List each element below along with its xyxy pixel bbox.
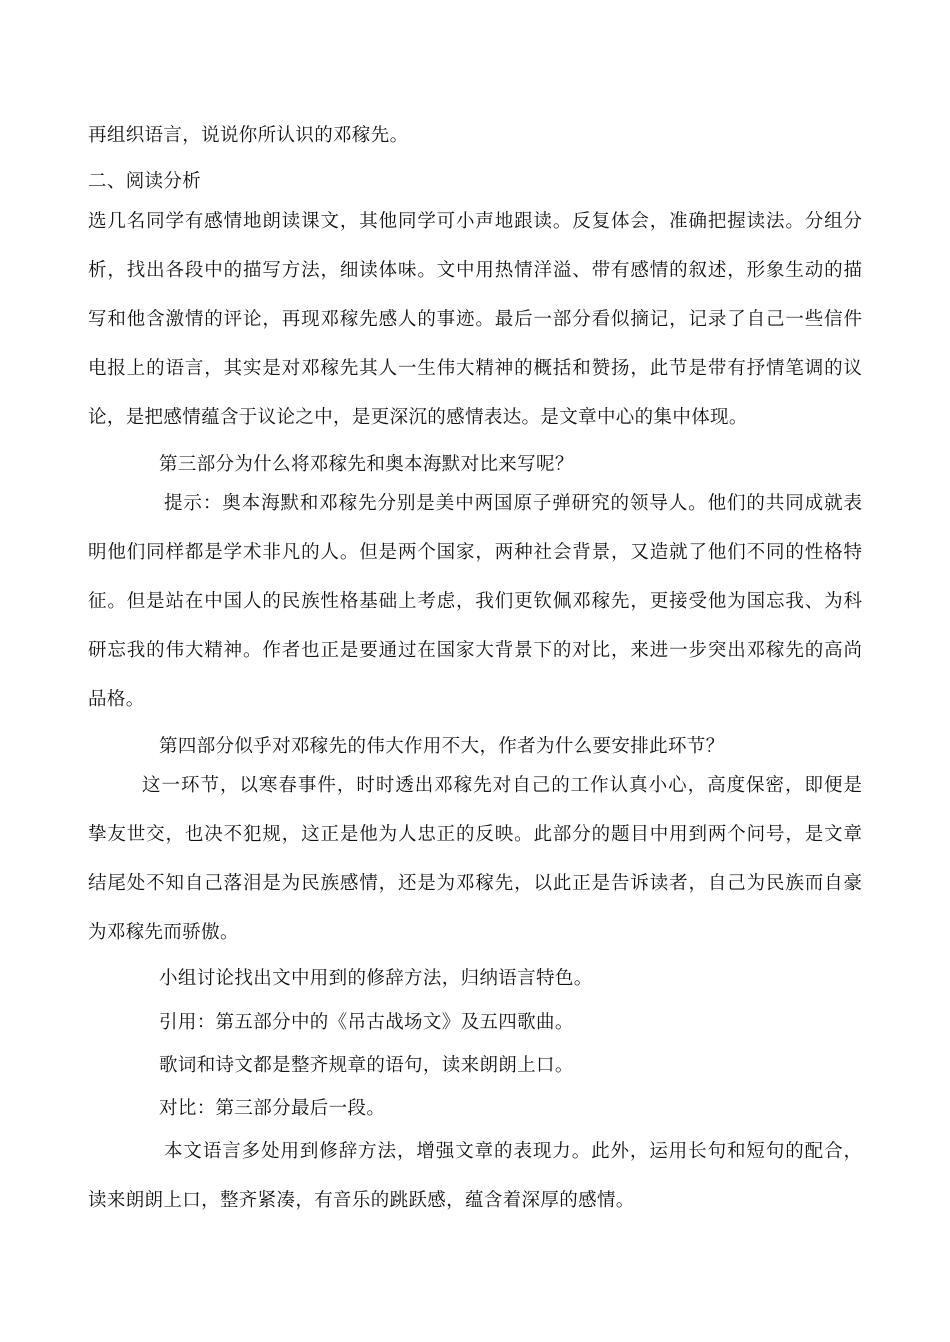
text-line: 挚友世交，也决不犯规，这正是他为人忠正的反映。此部分的题目中用到两个问号，是文章 [88, 824, 862, 845]
text-line: 征。但是站在中国人的民族性格基础上考虑，我们更钦佩邓稼先，更接受他为国忘我、为科 [88, 591, 862, 612]
text-line: 结尾处不知自己落泪是为民族感情，还是为邓稼先，以此正是告诉读者，自己为民族而自豪 [88, 873, 862, 894]
text-line: 为邓稼先而骄傲。 [88, 922, 239, 943]
question-line: 第四部分似乎对邓稼先的伟大作用不大，作者为什么要安排此环节？ [159, 736, 725, 757]
text-line: 品格。 [88, 689, 145, 710]
question-line: 第三部分为什么将邓稼先和奥本海默对比来写呢？ [159, 454, 574, 475]
text-line: 小组讨论找出文中用到的修辞方法，归纳语言特色。 [159, 968, 593, 989]
text-line: 再组织语言，说说你所认识的邓稼先。 [88, 125, 409, 146]
text-line: 论，是把感情蕴含于议论之中，是更深沉的感情表达。是文章中心的集中体现。 [88, 407, 748, 428]
text-line: 对比：第三部分最后一段。 [159, 1098, 386, 1119]
text-line: 研忘我的伟大精神。作者也正是要通过在国家大背景下的对比，来进一步突出邓稼先的高尚 [88, 640, 862, 661]
text-line: 明他们同样都是学术非凡的人。但是两个国家，两种社会背景，又造就了他们不同的性格特 [88, 542, 862, 563]
text-line: 歌词和诗文都是整齐规章的语句，读来朗朗上口。 [159, 1055, 574, 1076]
text-line: 电报上的语言，其实是对邓稼先其人一生伟大精神的概括和赞扬，此节是带有抒情笔调的议 [88, 358, 862, 379]
text-line: 读来朗朗上口，整齐紧凑，有音乐的跳跃感，蕴含着深厚的感情。 [88, 1190, 635, 1211]
text-line: 析，找出各段中的描写方法，细读体味。文中用热情洋溢、带有感情的叙述，形象生动的描 [88, 260, 862, 281]
text-line: 提示：奥本海默和邓稼先分别是美中两国原子弹研究的领导人。他们的共同成就表 [164, 493, 862, 514]
text-line: 这一环节，以寒春事件，时时透出邓稼先对自己的工作认真小心，高度保密，即便是 [142, 775, 862, 796]
text-line: 写和他含激情的评论，再现邓稼先感人的事迹。最后一部分看似摘记，记录了自己一些信件 [88, 309, 862, 330]
section-heading: 二、阅读分析 [88, 171, 202, 192]
text-line: 引用：第五部分中的《吊古战场文》及五四歌曲。 [159, 1012, 574, 1033]
text-line: 选几名同学有感情地朗读课文，其他同学可小声地跟读。反复体会，准确把握读法。分组分 [88, 211, 862, 232]
text-line: 本文语言多处用到修辞方法，增强文章的表现力。此外，运用长句和短句的配合， [164, 1141, 862, 1162]
